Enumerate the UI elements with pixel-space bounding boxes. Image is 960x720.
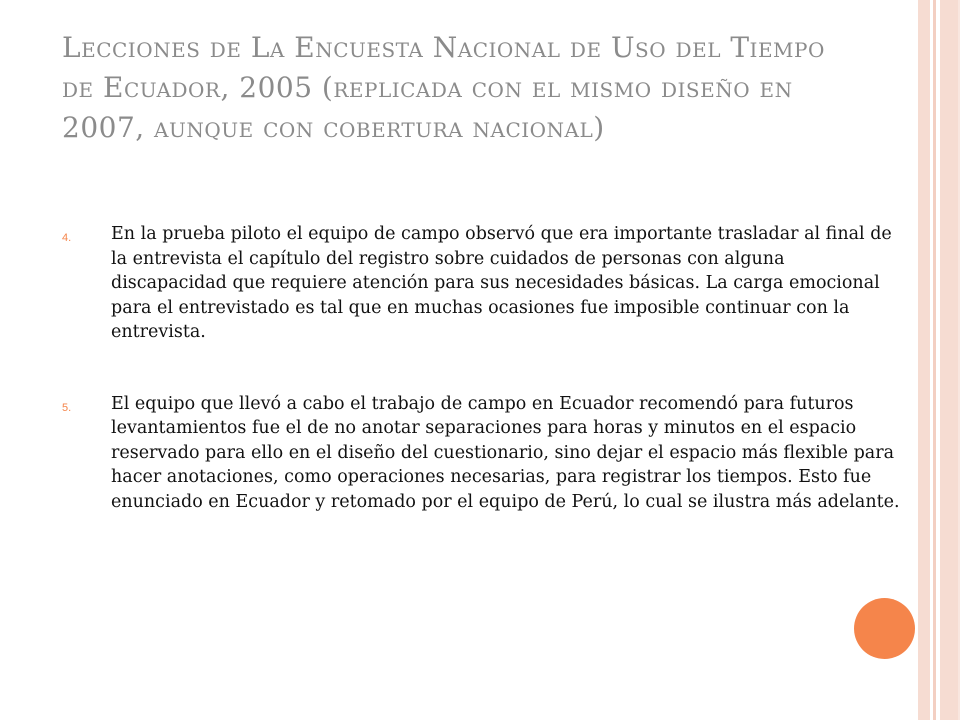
bullet-item xyxy=(62,392,902,515)
decorative-stripe xyxy=(918,0,930,720)
decorative-stripe xyxy=(940,0,958,720)
accent-circle xyxy=(854,598,915,659)
slide-title: Lecciones de La Encuesta Nacional de Uso del Tiempo de Ecuador, 2005 (replicada con el mismo diseño en 2007, aunque con cobertura nacional) xyxy=(62,31,825,144)
bullet-item xyxy=(62,222,902,345)
bullet-number: 5. xyxy=(62,401,72,414)
bullet-text: En la prueba piloto el equipo de campo observó que era importante trasladar al final de la entrevista el capítulo del registro sobre cuidados de personas con alguna discapacidad que requiere atención para sus necesidades básicas. La carga emocional para el entrevistado es tal que en muchas ocasiones fue imposible continuar con la entrevista. xyxy=(111,224,892,342)
bullet-list xyxy=(62,222,902,514)
bullet-number: 4. xyxy=(62,232,72,244)
bullet-text: El equipo que llevó a cabo el trabajo de campo en Ecuador recomendó para futuros levantamientos fue el de no anotar separaciones para horas y minutos en el espacio reservado para ello en el diseño del cuestionario, sino dejar el espacio más flexible para hacer anotaciones, como operaciones necesarias, para registrar los tiempos. Esto fue enunciado en Ecuador y retomado por el equipo de Perú, lo cual se ilustra más adelante. xyxy=(111,393,900,512)
